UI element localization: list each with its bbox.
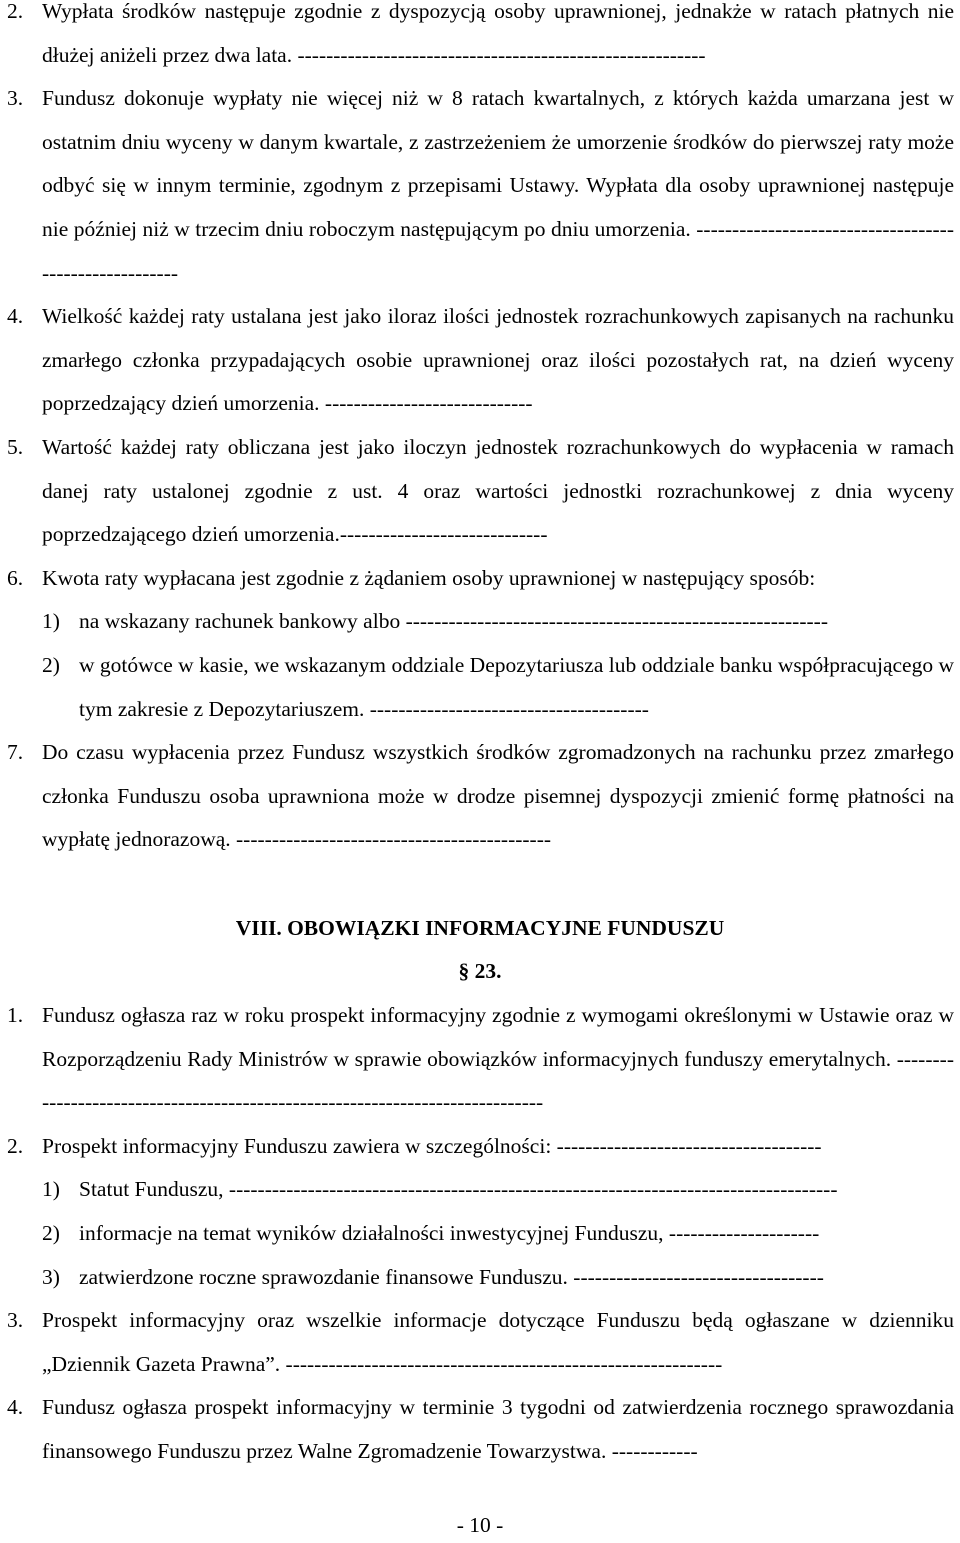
sub-item-text: Statut Funduszu, ------------------------------------------------------------------------------------- [79,1177,838,1202]
item-text: Wielkość każdej raty ustalana jest jako iloraz ilości jednostek rozrachunkowych zapisanych na rachunku zmarłego członka przypadających osobie uprawnionej oraz ilości pozostałych rat, na dzień wyceny poprzedzający dzień umorzenia. ----------------------------- [42,304,954,416]
list-item [0,557,960,601]
paragraph-sign: § 23. [458,959,502,984]
list-item [0,426,960,557]
list-item [0,1386,960,1473]
list-item [0,1125,960,1169]
item-number: 6. [7,565,24,590]
item-text: Fundusz ogłasza raz w roku prospekt informacyjny zgodnie z wymogami określonymi w Ustawie oraz w Rozporządzeniu Rady Ministrów w sprawie obowiązków informacyjnych funduszy emerytalnych. ------------------------------------------------------------------------------ [42,1003,954,1115]
item-text: Prospekt informacyjny oraz wszelkie informacje dotyczące Funduszu będą ogłaszane w dzienniku „Dziennik Gazeta Prawna”. ------------------------------------------------------------- [42,1308,954,1376]
list-item [0,77,960,295]
sub-item [0,1256,960,1300]
sub-item-text: zatwierdzone roczne sprawozdanie finansowe Funduszu. ----------------------------------- [79,1264,824,1289]
sub-item [0,1212,960,1256]
item-number: 3. [7,86,24,111]
sub-item-text: w gotówce w kasie, we wskazanym oddziale Depozytariusza lub oddziale banku współpracującego w tym zakresie z Depozytariuszem. --------------------------------------- [79,652,954,721]
list-item [0,994,960,1125]
list-item [0,1299,960,1386]
sub-item-number: 2) [42,652,60,677]
list-item [0,295,960,426]
sub-item-number: 3) [42,1264,60,1289]
page-number: - 10 - [456,1513,504,1537]
spacer [0,862,960,907]
item-text: Fundusz dokonuje wypłaty nie więcej niż w 8 ratach kwartalnych, z których każda umarzana jest w ostatnim dniu wyceny w danym kwartale, z zastrzeżeniem że umorzenie środków do pierwszej raty może odbyć się w innym terminie, zgodnym z przepisami Ustawy. Wypłata dla osoby uprawnionej następuje nie później niż w trzecim dniu roboczym następującym po dniu umorzenia. ------------------------------------------------------- [42,86,954,285]
item-number: 5. [7,434,24,459]
item-number: 7. [7,740,24,765]
sub-item-text: informacje na temat wyników działalności inwestycyjnej Funduszu, --------------------- [79,1221,820,1246]
item-number: 2. [7,1133,24,1158]
item-text: Fundusz ogłasza prospekt informacyjny w terminie 3 tygodni od zatwierdzenia rocznego sprawozdania finansowego Funduszu przez Walne Zgromadzenie Towarzystwa. ------------ [42,1395,954,1463]
item-text: Prospekt informacyjny Funduszu zawiera w szczególności: ------------------------------------- [42,1133,822,1158]
item-number: 3. [7,1308,24,1333]
item-text: Kwota raty wypłacana jest zgodnie z żądaniem osoby uprawnionej w następujący sposób: [42,565,816,590]
sub-item-number: 1) [42,1177,60,1202]
sub-item [0,600,960,644]
chapter-title: VIII. OBOWIĄZKI INFORMACYJNE FUNDUSZU [235,915,725,940]
list-item [0,0,960,77]
sub-item [0,644,960,731]
sub-item-text: na wskazany rachunek bankowy albo ----------------------------------------------------------- [79,609,828,634]
sub-item-number: 2) [42,1221,60,1246]
item-number: 2. [7,0,24,23]
list-item [0,731,960,862]
sub-item [0,1168,960,1212]
sub-item-number: 1) [42,609,60,634]
item-text: Do czasu wypłacenia przez Fundusz wszystkich środków zgromadzonych na rachunku przez zmarłego członka Funduszu osoba uprawniona może w drodze pisemnej dyspozycji zmienić formę płatności na wypłatę jednorazową. -------------------------------------------- [42,740,954,852]
item-number: 4. [7,304,24,329]
item-number: 4. [7,1395,24,1420]
item-text: Wypłata środków następuje zgodnie z dyspozycją osoby uprawnionej, jednakże w ratach płatnych nie dłużej aniżeli przez dwa lata. --------------------------------------------------------- [42,0,954,67]
item-number: 1. [7,1003,24,1028]
item-text: Wartość każdej raty obliczana jest jako iloczyn jednostek rozrachunkowych do wypłacenia w ramach danej raty ustalonej zgodnie z ust. 4 oraz wartości jednostki rozrachunkowej z dnia wyceny poprzedzającego dzień umorzenia.----------------------------- [42,434,954,547]
